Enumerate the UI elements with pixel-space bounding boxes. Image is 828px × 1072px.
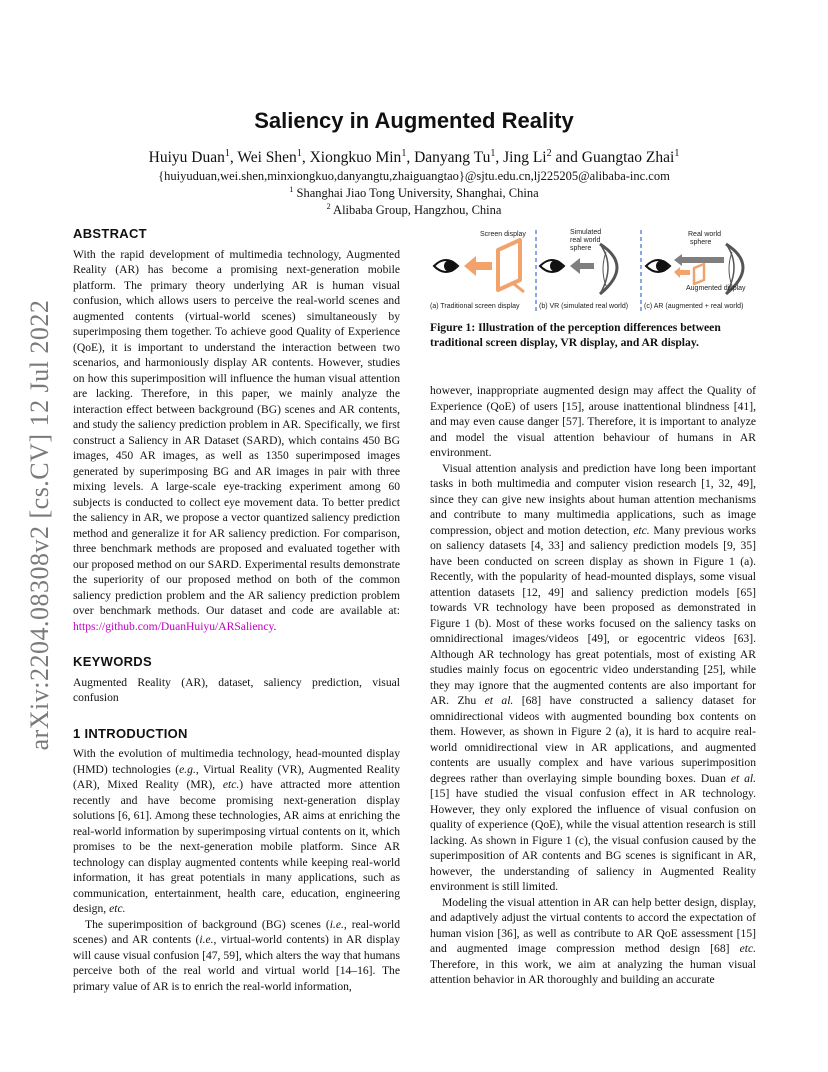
arxiv-side-identifier [20,290,60,760]
paper-title: Saliency in Augmented Reality [254,108,574,133]
right-paragraph-2: Visual attention analysis and prediction have long been important tasks in both multimedia and computer vision research [1, 32, 49], since they can give new insights about human attention mechanisms and contribute to many multimedia applications, such as image compression, object and motion detection, etc. Many previous works on saliency datasets [4, 33] and saliency prediction models [9, 35] have been conducted on screen display as shown in Figure 1 (a). Recently, with the popularity of head-mounted displays, some visual attention datasets [12, 49] and saliency prediction models [65] towards VR technology have been proposed as demonstrated in Figure 1 (b). Most of these works focused on the saliency tasks on omnidirectional images/videos [49], or egocentric videos [63]. Although AR technology has great potentials, most of existing AR studies mainly focus on egocentric video understanding [25], while they may ignore that the augmented contents are also important for AR. Zhu et al. [68] have constructed a saliency dataset for omnidirectional videos with augmented bounding box contents on them. However, as shown in Figure 2 (a), it is hard to acquire real-world omnidirectional view in AR applications, and augmented contents are usually complex and have various superimposition degrees rather than overlaying simple bounding boxes. Duan et al. [15] have studied the visual confusion effect in AR technology. However, they only explored the influence of visual confusion on quality of experience (QoE), while the visual attention research is still lacking. As shown in Figure 1 (c), the visual confusion caused by the superimposition of AR contents and BG scenes is significant in AR, however, the understanding of saliency in Augmented Reality environment is still limited. [430,461,756,893]
label-screen-display: Screen display [480,231,526,238]
label-simulated-2: real world [570,237,601,244]
author-emails: {huiyuduan,wei.shen,minxiongkuo,danyangtu,zhaiguangtao}@sjtu.edu.cn,lj225205@alibaba-inc.com [158,169,670,183]
arrow-icon [570,258,594,274]
left-column [73,226,400,994]
simulated-sphere-icon [600,244,617,294]
arrow-icon [674,267,690,278]
eye-icon [540,260,564,272]
introduction-heading: 1 INTRODUCTION [73,725,188,741]
arxiv-identifier-text: arXiv:2204.08308v2 [cs.CV] 12 Jul 2022 [25,299,54,751]
abstract-text: With the rapid development of multimedia technology, Augmented Reality (AR) has become a promising next-generation mobile platform. The primary theory underlying AR is human visual confusion, which allows users to perceive the real-world scenes and augmented contents (virtual-world scenes) simultaneously by superimposing them together. To achieve good Quality of Experience (QoE), it is important to understand the interaction between two scenarios, and harmoniously display AR contents. However, studies on how this superimposition will influence the human visual attention are lacking. Therefore, in this paper, we mainly analyze the interaction effect between background (BG) scenes and AR contents, and study the saliency prediction problem in AR. Specifically, we first construct a Saliency in AR Dataset (SARD), which contains 450 BG images, 450 AR images, as well as 1350 superimposed images generated by superimposing BG and AR images in pair with three mixing levels. A large-scale eye-tracking experiment among 60 subjects is conducted to collect eye movement data. To better predict the saliency in AR, we propose a vector quantized saliency prediction method and generalize it for AR saliency prediction. For comparison, three benchmark methods are proposed and evaluated together with our proposed method on our SARD. Experimental results demonstrate the superiority of our proposed method on both of the common saliency prediction problem and the AR saliency prediction problem over benchmark methods. Our dataset and code are available at: [73,247,400,617]
intro-paragraph-2: The superimposition of background (BG) scenes (i.e., real-world scenes) and AR contents (i.e., virtual-world contents) in AR display will cause visual confusion [47, 59], which alters the way that humans perceive both of the real world and virtual world [14–16]. The primary value of AR is to enrich the real-world information, [73,917,400,993]
right-paragraph-1: however, inappropriate augmented design may affect the Quality of Experience (QoE) of users [15], arouse inattentional blindness [41], and may even cause danger [57]. Therefore, it is important to analyze and model the visual attention behaviour of humans in AR environment. [430,384,756,459]
subcaption-a: (a) Traditional screen display [430,303,520,310]
right-paragraph-3: Modeling the visual attention in AR can help better design, display, and adaptively adjust the virtual contents to accord the expectation of human vision [36], as well as contribute to AR QoE assessment [15] and augmented image compression method design [68] etc. Therefore, in this work, we aim at analyzing the human visual attention behavior in AR thoroughly and building an accurate [430,895,756,986]
subcaption-c: (c) AR (augmented + real world) [644,303,744,310]
label-simulated-3: sphere [570,245,592,252]
intro-paragraph-1: With the evolution of multimedia technology, head-mounted display (HMD) technologies (e.g., Virtual Reality (VR), Augmented Reality (AR), Mixed Reality (MR), etc.) have attracted more attention recently and have become promising next-generation display solutions [6, 61]. Among these technologies, AR aims at enriching the real-world information by superimposing virtual contents on it, which promises to be the next-generation mobile platform. Since AR technology can display augmented contents while keeping real-world information, it has great potentials in many applications, such as communication, entertainment, health care, education, engineering design, etc. [73,747,400,915]
figure-1-caption: Figure 1: Illustration of the perception differences between traditional screen display, VR display, and AR display. [430,321,721,349]
figure-1-illustration [428,226,758,316]
arrow-icon [674,254,724,266]
keywords-body: Augmented Reality (AR), dataset, saliency prediction, visual confusion [73,675,400,704]
abstract-body [73,247,400,635]
screen-display-icon [498,240,524,292]
abstract-heading: ABSTRACT [73,226,147,241]
augmented-screen-icon [694,264,704,284]
abstract-end: . [273,619,277,633]
figure-1 [428,226,758,316]
label-augmented-display: Augmented display [686,285,746,292]
right-column [430,383,756,988]
keywords-heading: KEYWORDS [73,654,152,669]
label-simulated-1: Simulated [570,229,602,236]
subcaption-b: (b) VR (simulated real world) [539,303,629,310]
arrow-icon [464,256,492,276]
label-real-world-2: sphere [690,239,712,246]
github-link[interactable]: https://github.com/DuanHuiyu/ARSaliency [73,619,274,633]
affiliation-2: $^2$ Alibaba Group, Hangzhou, China [326,202,502,218]
author-list: Huiyu Duan$^1$, Wei Shen$^1$, Xiongkuo Min$^1$, Danyang Tu$^1$, Jing Li$^2$ and Guangtao Zhai$^1$ [148,148,680,167]
eye-icon [646,260,670,272]
affiliation-1: $^1$ Shanghai Jiao Tong University, Shanghai, China [289,185,539,201]
label-real-world-1: Real world [688,231,722,238]
eye-icon [434,260,458,272]
